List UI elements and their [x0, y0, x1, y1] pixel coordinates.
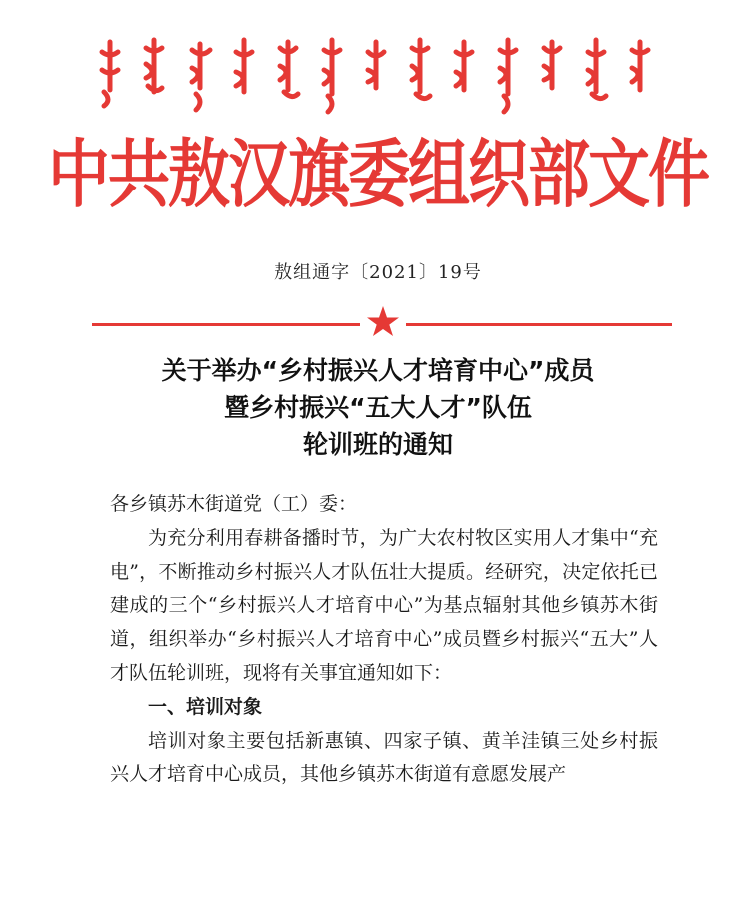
notice-title: [0, 352, 756, 463]
mongolian-script-header: [92, 30, 682, 120]
notice-title-line-3: 轮训班的通知: [302, 430, 453, 459]
body-paragraph-2: 培训对象主要包括新惠镇、四家子镇、黄羊洼镇三处乡村振兴人才培育中心成员，其他乡镇苏木街道有意愿发展产: [110, 729, 658, 786]
salutation: 各乡镇苏木街道党（工）委：: [110, 493, 358, 515]
notice-title-line-2: 暨乡村振兴“五大人才”队伍: [224, 393, 532, 422]
red-divider: [92, 305, 672, 345]
body-paragraph-1: 为充分利用春耕备播时节，为广大农村牧区实用人才集中“充电”，不断推动乡村振兴人才队伍壮大提质。经研究，决定依托已建成的三个“乡村振兴人才培育中心”为基点辐射其他乡镇苏木街道，组织举办“乡村振兴人才培育中心”成员暨乡村振兴“五大”人才队伍轮训班，现将有关事宜通知如下：: [110, 526, 658, 684]
document-number: 敖组通字〔2021〕19号: [274, 262, 482, 283]
divider-line-left: [92, 323, 360, 326]
section-heading-training-targets: 一、培训对象: [148, 695, 263, 718]
mongolian-script-logo: [92, 30, 682, 120]
notice-body: [110, 488, 658, 792]
document-title: 中共敖汉旗委组织部文件: [47, 130, 708, 218]
divider-line-right: [406, 323, 672, 326]
notice-title-line-1: 关于举办“乡村振兴人才培育中心”成员: [161, 356, 595, 385]
svg-text:ᠳᠤᠮᠳᠠᠳᠤ ᠺᠣᠮᠮᠤᠨᠢᠰᠲ ᠨᠠᠮ ᠤᠨ: ᠳᠤᠮᠳᠠᠳᠤ ᠺᠣᠮᠮᠤᠨᠢᠰᠲ ᠨᠠᠮ ᠤᠨ: [92, 30, 104, 31]
red-star-icon: [366, 305, 400, 339]
